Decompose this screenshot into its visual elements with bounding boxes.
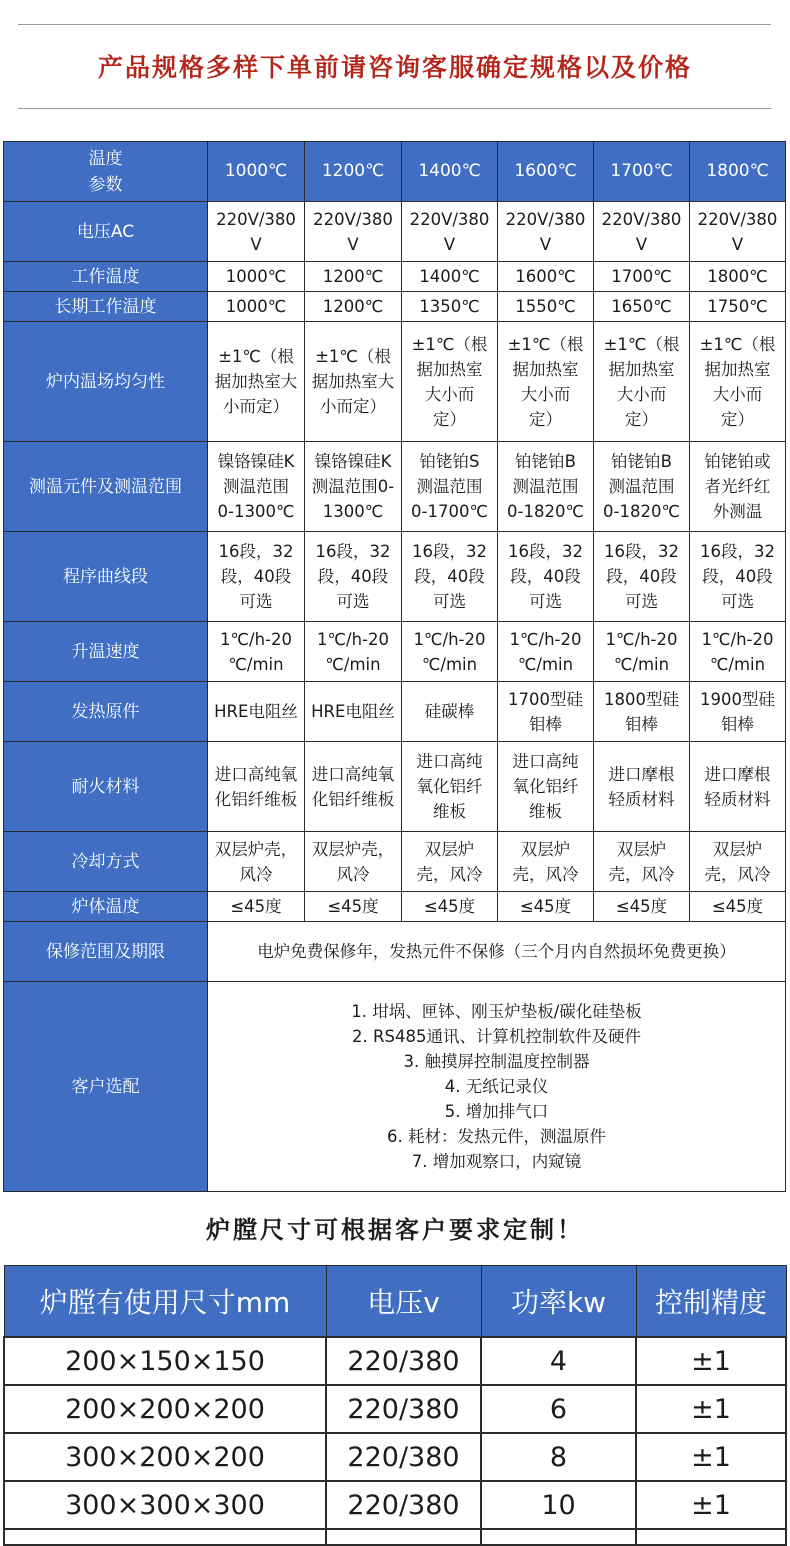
- table-cell: HRE电阻丝: [305, 682, 402, 742]
- header-corner: [4, 142, 208, 202]
- row-label: 客户选配: [4, 982, 208, 1192]
- option-item: 4. 无纸记录仪: [444, 1077, 549, 1096]
- table-cell: 1700℃: [594, 262, 690, 292]
- table-cell: 1700型硅 钼棒: [498, 682, 594, 742]
- table-cell: 16段，32 段，40段 可选: [690, 532, 786, 622]
- table-cell: 铂铑铂B 测温范围 0-1820℃: [498, 442, 594, 532]
- table-cell: 进口高纯氧 化铝纤维板: [305, 742, 402, 832]
- size-cell: ±1: [636, 1433, 786, 1481]
- row-label: 升温速度: [4, 622, 208, 682]
- row-refractory: [4, 742, 786, 832]
- size-cell: 220/380: [326, 1385, 481, 1433]
- size-cell: 300×200×200: [4, 1433, 326, 1481]
- table-cell: ±1℃（根 据加热室 大小而 定）: [690, 322, 786, 442]
- warranty-text: 电炉免费保修年，发热元件不保修（三个月内自然损坏免费更换）: [208, 922, 786, 982]
- table-cell: 1350℃: [402, 292, 498, 322]
- table-cell: 1750℃: [690, 292, 786, 322]
- custom-size-note: 炉膛尺寸可根据客户要求定制！: [206, 1215, 584, 1244]
- header-temp: 1200℃: [305, 142, 402, 202]
- size-header: 电压v: [326, 1266, 481, 1338]
- header-temp: 1000℃: [208, 142, 305, 202]
- table-cell: 16段，32 段，40段 可选: [498, 532, 594, 622]
- table-cell: 220V/380 V: [305, 202, 402, 262]
- row-label: 保修范围及期限: [4, 922, 208, 982]
- spec-header-row: [4, 142, 786, 202]
- corner-temp-label: 温度: [88, 148, 123, 169]
- table-cell: 1550℃: [498, 292, 594, 322]
- table-cell: ±1℃（根 据加热室 大小而 定）: [498, 322, 594, 442]
- row-uniformity: [4, 322, 786, 442]
- size-row: [4, 1337, 786, 1385]
- size-cell: 200×150×150: [4, 1337, 326, 1385]
- table-cell: 1400℃: [402, 262, 498, 292]
- row-label: 程序曲线段: [4, 532, 208, 622]
- table-cell: 220V/380 V: [208, 202, 305, 262]
- size-header: 炉膛有使用尺寸mm: [4, 1266, 326, 1338]
- row-label: 长期工作温度: [4, 292, 208, 322]
- table-cell: 进口高纯氧 化铝纤维板: [208, 742, 305, 832]
- row-label: 炉内温场均匀性: [4, 322, 208, 442]
- table-cell: ±1℃（根 据加热室 大小而 定）: [594, 322, 690, 442]
- table-cell: 双层炉 壳，风冷: [402, 832, 498, 892]
- table-cell: ≤45度: [208, 892, 305, 922]
- chamber-size-table: [3, 1265, 787, 1546]
- table-cell: 1650℃: [594, 292, 690, 322]
- option-item: 5. 增加排气口: [444, 1102, 549, 1121]
- table-cell: 16段，32 段，40段 可选: [402, 532, 498, 622]
- row-label: 冷却方式: [4, 832, 208, 892]
- size-row: [4, 1481, 786, 1529]
- table-cell: HRE电阻丝: [208, 682, 305, 742]
- options-list: [208, 982, 786, 1192]
- size-header: 功率kw: [481, 1266, 636, 1338]
- table-cell: 220V/380 V: [594, 202, 690, 262]
- header-temp: 1700℃: [594, 142, 690, 202]
- table-cell: ±1℃（根 据加热室大 小而定）: [208, 322, 305, 442]
- row-label: 电压AC: [4, 202, 208, 262]
- table-cell: 双层炉 壳，风冷: [498, 832, 594, 892]
- table-cell: 1℃/h-20 ℃/min: [594, 622, 690, 682]
- table-cell: 进口摩根 轻质材料: [594, 742, 690, 832]
- size-cell: 4: [481, 1337, 636, 1385]
- row-label: 测温元件及测温范围: [4, 442, 208, 532]
- row-label: 炉体温度: [4, 892, 208, 922]
- header-temp: 1400℃: [402, 142, 498, 202]
- option-item: 6. 耗材：发热元件，测温原件: [387, 1127, 606, 1146]
- table-cell: ≤45度: [402, 892, 498, 922]
- size-cell: ±1: [636, 1385, 786, 1433]
- table-cell: ≤45度: [690, 892, 786, 922]
- table-cell: 双层炉壳， 风冷: [208, 832, 305, 892]
- row-label: 发热原件: [4, 682, 208, 742]
- table-cell: 双层炉 壳，风冷: [690, 832, 786, 892]
- table-cell: 220V/380 V: [498, 202, 594, 262]
- table-cell: 铂铑铂S 测温范围 0-1700℃: [402, 442, 498, 532]
- size-cell: ±1: [636, 1481, 786, 1529]
- table-cell: ≤45度: [305, 892, 402, 922]
- table-cell: 1000℃: [208, 262, 305, 292]
- table-cell: ≤45度: [498, 892, 594, 922]
- table-cell: 220V/380 V: [690, 202, 786, 262]
- size-header: 控制精度: [636, 1266, 786, 1338]
- table-cell: 1℃/h-20 ℃/min: [498, 622, 594, 682]
- option-item: 1. 坩埚、匣钵、刚玉炉垫板/碳化硅垫板: [351, 1002, 642, 1021]
- table-cell: 进口高纯 氧化铝纤 维板: [402, 742, 498, 832]
- table-cell: ≤45度: [594, 892, 690, 922]
- table-cell: 铂铑铂B 测温范围 0-1820℃: [594, 442, 690, 532]
- table-cell: 1200℃: [305, 292, 402, 322]
- table-cell: 1℃/h-20 ℃/min: [305, 622, 402, 682]
- size-cell: 8: [481, 1433, 636, 1481]
- row-working-temp: [4, 262, 786, 292]
- table-cell: 1900型硅 钼棒: [690, 682, 786, 742]
- size-cell: 220/380: [326, 1433, 481, 1481]
- table-cell: 16段，32 段，40段 可选: [305, 532, 402, 622]
- row-program-segments: [4, 532, 786, 622]
- header-temp: 1600℃: [498, 142, 594, 202]
- option-item: 3. 触摸屏控制温度控制器: [403, 1052, 590, 1071]
- table-cell: 双层炉 壳，风冷: [594, 832, 690, 892]
- spec-table: [3, 141, 786, 1192]
- table-cell: 1800型硅 钼棒: [594, 682, 690, 742]
- row-sensor: [4, 442, 786, 532]
- corner-param-label: 参数: [88, 174, 123, 195]
- row-cooling: [4, 832, 786, 892]
- table-cell: 进口高纯 氧化铝纤 维板: [498, 742, 594, 832]
- size-cell: 220/380: [326, 1481, 481, 1529]
- table-cell: 1℃/h-20 ℃/min: [690, 622, 786, 682]
- header-temp: 1800℃: [690, 142, 786, 202]
- option-item: 7. 增加观察口，内窥镜: [411, 1152, 582, 1171]
- page-title: 产品规格多样下单前请咨询客服确定规格以及价格: [97, 53, 692, 82]
- table-cell: 220V/380 V: [402, 202, 498, 262]
- size-cell: 6: [481, 1385, 636, 1433]
- row-options: [4, 982, 786, 1192]
- row-label: 工作温度: [4, 262, 208, 292]
- table-cell: ±1℃（根 据加热室大 小而定）: [305, 322, 402, 442]
- table-cell: 1000℃: [208, 292, 305, 322]
- table-cell: 镍铬镍硅K 测温范围 0-1300℃: [208, 442, 305, 532]
- option-item: 2. RS485通讯、计算机控制软件及硬件: [352, 1027, 641, 1046]
- row-long-term-temp: [4, 292, 786, 322]
- size-cell: 200×200×200: [4, 1385, 326, 1433]
- title-divider: [18, 108, 771, 109]
- row-body-temp: [4, 892, 786, 922]
- table-cell: 1600℃: [498, 262, 594, 292]
- row-heating-rate: [4, 622, 786, 682]
- table-cell: 硅碳棒: [402, 682, 498, 742]
- row-label: 耐火材料: [4, 742, 208, 832]
- size-cell: ±1: [636, 1337, 786, 1385]
- table-cell: 进口摩根 轻质材料: [690, 742, 786, 832]
- table-cell: 铂铑铂或 者光纤红 外测温: [690, 442, 786, 532]
- table-cell: 1800℃: [690, 262, 786, 292]
- table-cell: 1200℃: [305, 262, 402, 292]
- table-cell: 双层炉壳， 风冷: [305, 832, 402, 892]
- row-voltage: [4, 202, 786, 262]
- table-cell: 1℃/h-20 ℃/min: [208, 622, 305, 682]
- table-cell: 16段，32 段，40段 可选: [208, 532, 305, 622]
- top-divider: [18, 24, 771, 25]
- size-row: [4, 1433, 786, 1481]
- size-row-cut-off: [4, 1529, 786, 1545]
- table-cell: 16段，32 段，40段 可选: [594, 532, 690, 622]
- size-cell: 10: [481, 1481, 636, 1529]
- table-cell: 镍铬镍硅K 测温范围0- 1300℃: [305, 442, 402, 532]
- size-row: [4, 1385, 786, 1433]
- table-cell: 1℃/h-20 ℃/min: [402, 622, 498, 682]
- size-cell: 220/380: [326, 1337, 481, 1385]
- size-cell: 300×300×300: [4, 1481, 326, 1529]
- row-warranty: [4, 922, 786, 982]
- size-header-row: [4, 1266, 786, 1338]
- row-heating-element: [4, 682, 786, 742]
- table-cell: ±1℃（根 据加热室 大小而 定）: [402, 322, 498, 442]
